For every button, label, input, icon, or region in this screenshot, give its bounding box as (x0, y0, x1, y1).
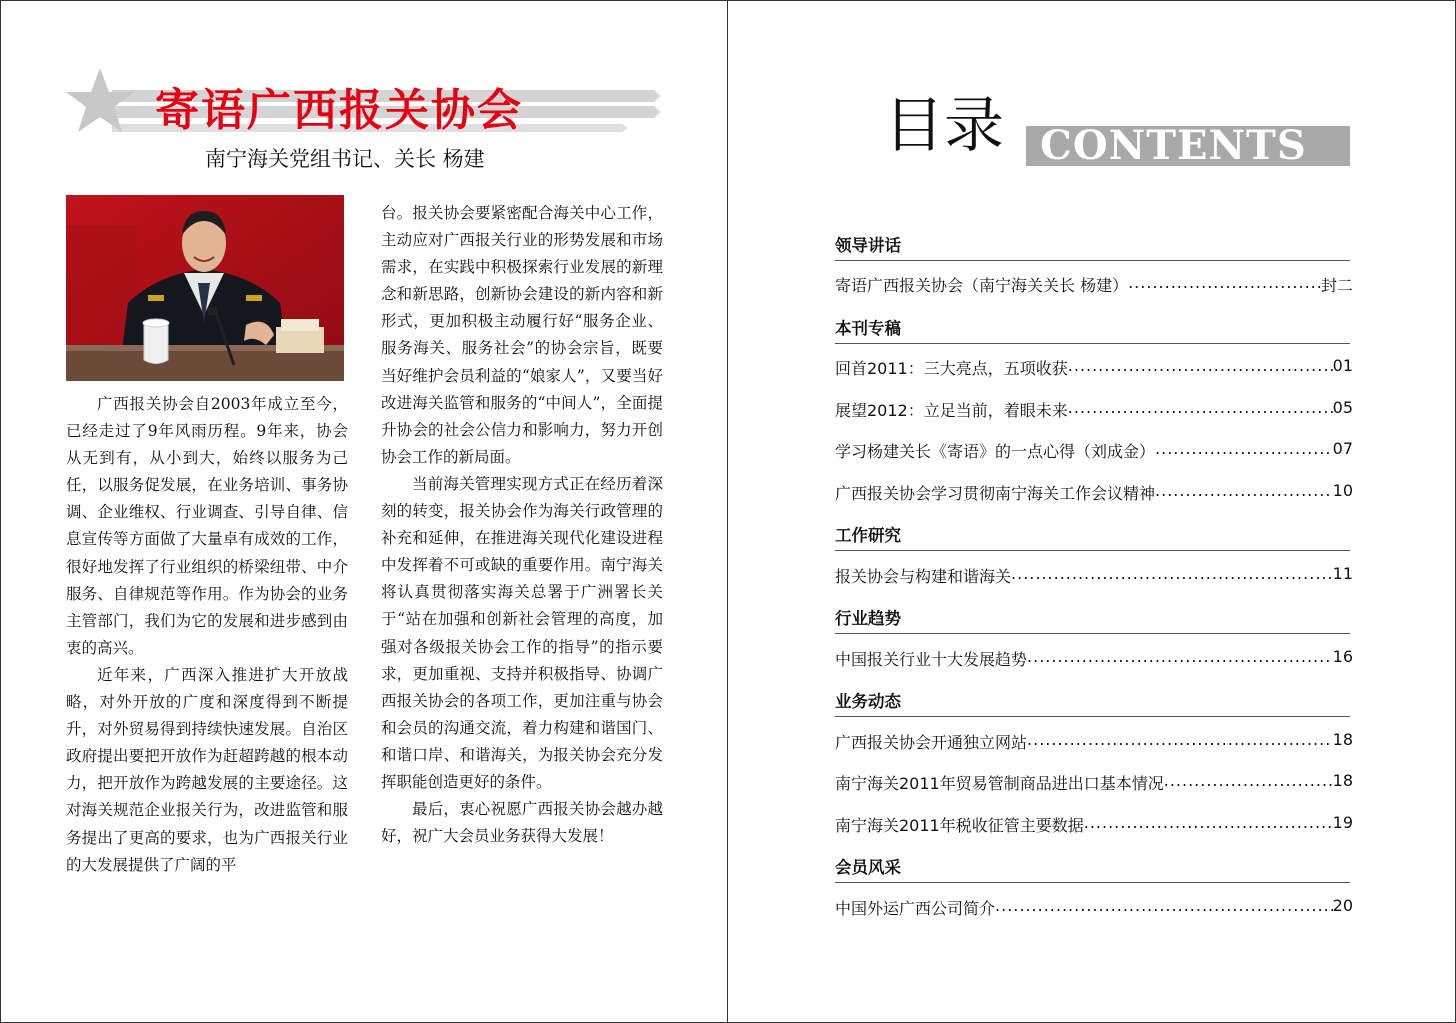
toc-leader-dots (1027, 730, 1333, 753)
article-paragraph: 台。报关协会要紧密配合海关中心工作，主动应对广西报关行业的形势发展和市场需求，在实践中积极探索行业发展的新理念和新思路，创新协会建设的新内容和新形式，更加积极主动履行好“服务企业、服务海关、服务社会”的协会宗旨，既要当好维护会员利益的“娘家人”，又要当好改进海关监管和服务的“中间人”，全面提升协会的社会公信力和影响力，努力开创协会工作的新局面。 (381, 204, 663, 466)
toc-entry-page: 10 (1332, 481, 1353, 500)
toc-entry-page: 05 (1332, 398, 1353, 417)
toc-entry[interactable] (835, 896, 1353, 919)
article-paragraph: 近年来，广西深入推进扩大开放战略，对外开放的广度和深度得到不断提升，对外贸易得到持续快速发展。自治区政府提出要把开放作为赶超跨越的根本动力，把开放作为跨越发展的主要途径。这对海关规范企业报关行为，改进监管和服务提出了更高的要求，也为广西报关行业的大发展提供了广阔的平 (66, 665, 348, 874)
toc-entry-title: 中国报关行业十大发展趋势 (835, 650, 1028, 669)
toc-entry-title: 南宁海关2011年税收征管主要数据 (835, 816, 1084, 835)
toc-title: 目录 (884, 91, 1004, 161)
toc-entry[interactable] (835, 356, 1353, 379)
article-paragraph: 当前海关管理实现方式正在经历着深刻的转变，报关协会作为海关行政管理的补充和延伸，在推进海关现代化建设进程中发挥着不可或缺的重要作用。南宁海关将认真贯彻落实海关总署于广洲署长关于“站在加强和创新社会管理的高度，加强对各级报关协会工作的指导”的指示要求，更加重视、支持并积极指导、协调广西报关协会的各项工作，更加注重与协会和会员的沟通交流，着力构建和谐国门、和谐口岸、和谐海关，为报关协会充分发挥职能创造更好的条件。 (381, 474, 663, 791)
article-byline: 南宁海关党组书记、关长 杨建 (205, 147, 485, 171)
toc-leader-dots (1084, 813, 1333, 836)
toc-entry[interactable] (835, 813, 1353, 836)
toc-entry[interactable] (835, 273, 1353, 296)
toc-entry[interactable] (835, 439, 1353, 462)
article-column-2 (381, 200, 663, 850)
article-headline: 寄语广西报关协会 (155, 85, 523, 136)
toc-leader-dots (1068, 398, 1333, 421)
contents-label: CONTENTS (1040, 122, 1307, 169)
toc-entry-page: 11 (1332, 564, 1353, 583)
toc-leader-dots (1155, 439, 1333, 462)
toc-entry-title: 展望2012：立足当前，着眼未来 (835, 401, 1068, 420)
toc-section-heading: 业务动态 (835, 688, 1350, 710)
toc-entry-title: 学习杨建关长《寄语》的一点心得（刘成金） (835, 442, 1156, 461)
portrait-photo (66, 195, 344, 381)
article-paragraph: 广西报关协会自2003年成立至今，已经走过了9年风雨历程。9年来，协会从无到有，从小到大，始终以服务为己任，以服务促发展，在业务培训、事务协调、企业维权、行业调查、引导自律、信息宣传等方面做了大量卓有成效的工作，很好地发挥了行业组织的桥梁纽带、中介服务、自律规范等作用。作为协会的业务主管部门，我们为它的发展和进步感到由衷的高兴。 (66, 395, 348, 657)
toc-entry-title: 回首2011：三大亮点，五项收获 (835, 359, 1068, 378)
toc-leader-dots (995, 896, 1333, 919)
toc-entry[interactable] (835, 481, 1353, 504)
toc-section-heading: 工作研究 (835, 522, 1350, 544)
toc-entry[interactable] (835, 564, 1353, 587)
toc-leader-dots (1068, 356, 1333, 379)
toc-entry-title: 寄语广西报关协会（南宁海关关长 杨建） (835, 276, 1129, 295)
toc-section-heading: 领导讲话 (835, 232, 1350, 254)
toc-entry-title: 中国外运广西公司简介 (835, 899, 996, 918)
toc-entry[interactable] (835, 730, 1353, 753)
toc-entry-page: 封二 (1320, 276, 1353, 295)
toc-section-heading: 会员风采 (835, 854, 1350, 876)
toc-entry[interactable] (835, 771, 1353, 794)
toc-section-heading: 行业趋势 (835, 605, 1350, 627)
toc-entry-title: 报关协会与构建和谐海关 (835, 567, 1012, 586)
toc-entry-title: 广西报关协会学习贯彻南宁海关工作会议精神 (835, 484, 1156, 503)
toc-leader-dots (1128, 273, 1321, 296)
toc-entry[interactable] (835, 647, 1353, 670)
toc-leader-dots (1027, 647, 1333, 670)
toc-entry-title: 广西报关协会开通独立网站 (835, 733, 1028, 752)
toc-entry-page: 16 (1332, 647, 1353, 666)
article-paragraph: 最后，衷心祝愿广西报关协会越办越好，祝广大会员业务获得大发展！ (381, 800, 663, 846)
toc-leader-dots (1155, 481, 1333, 504)
toc-entry-page: 01 (1332, 356, 1353, 375)
toc-leader-dots (1164, 771, 1333, 794)
article-column-1 (66, 391, 348, 879)
toc-entry-page: 07 (1332, 439, 1353, 458)
toc-entry-page: 18 (1332, 771, 1353, 790)
toc-entry[interactable] (835, 398, 1353, 421)
toc-leader-dots (1011, 564, 1333, 587)
toc-entry-page: 19 (1332, 813, 1353, 832)
toc-section-heading: 本刊专稿 (835, 315, 1350, 337)
toc-entry-title: 南宁海关2011年贸易管制商品进出口基本情况 (835, 774, 1164, 793)
toc-entry-page: 18 (1332, 730, 1353, 749)
toc-entry-page: 20 (1332, 896, 1353, 915)
spine-divider (727, 0, 728, 1023)
